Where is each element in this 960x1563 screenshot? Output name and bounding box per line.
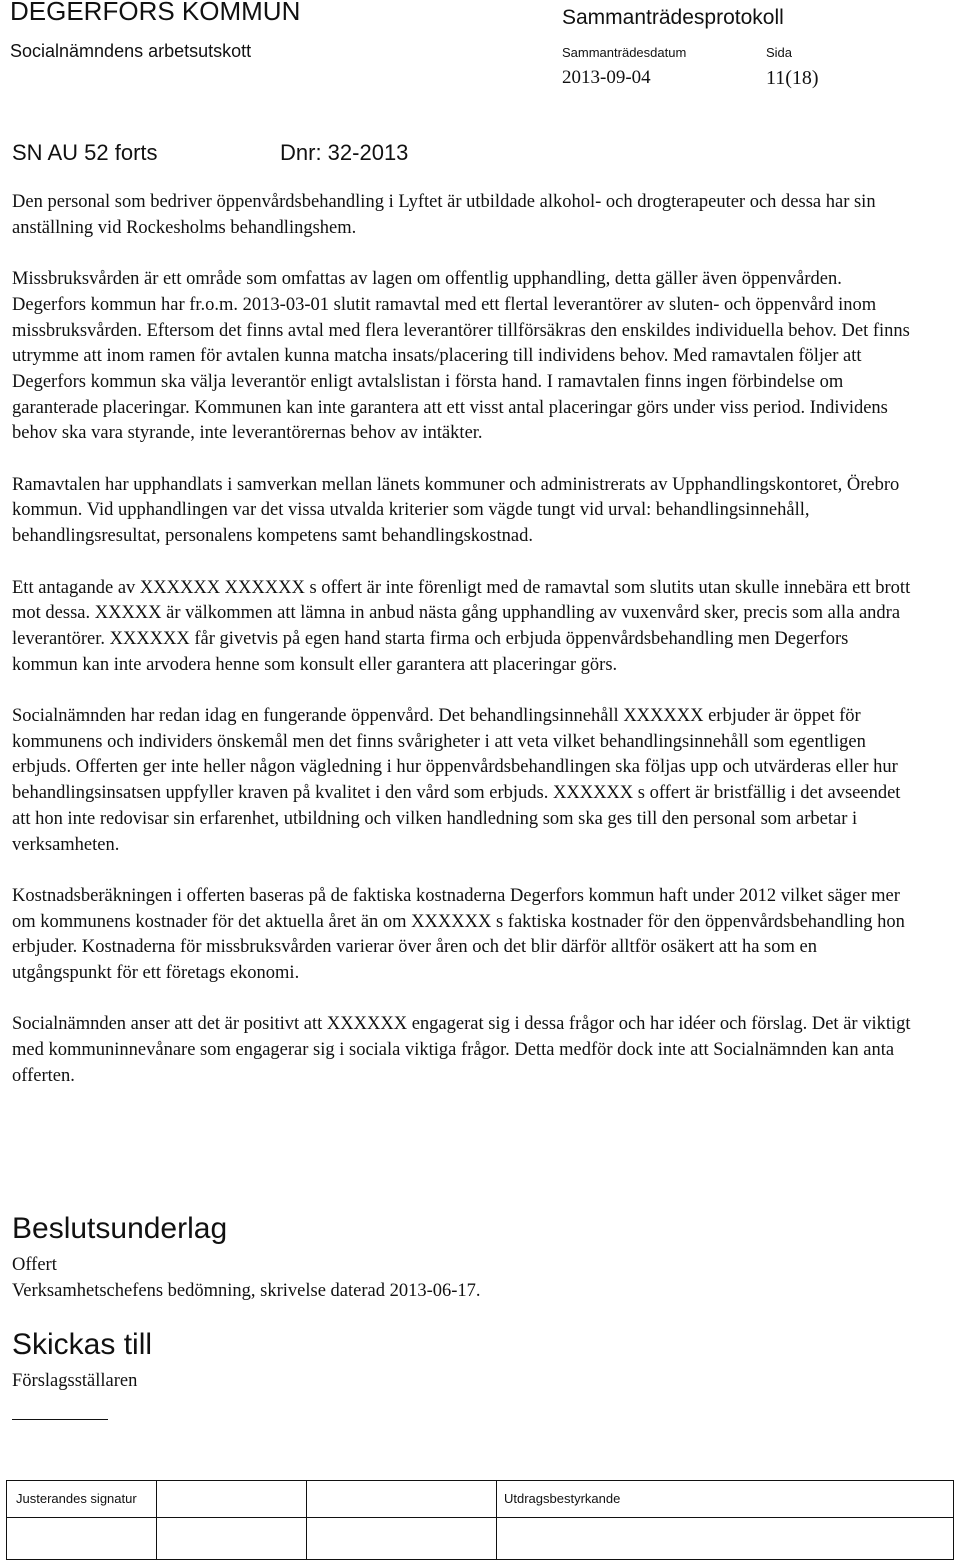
recipient-item: Förslagsställaren xyxy=(12,1371,138,1391)
document-type: Sammanträdesprotokoll xyxy=(562,6,784,29)
meeting-date: 2013-09-04 xyxy=(562,67,651,88)
paragraph: Den personal som bedriver öppenvårdsbehandling i Lyftet är utbildade alkohol- och drogterapeuter och dessa har sin anställning vid Rockesholms behandlingshem. xyxy=(12,192,876,238)
paragraph: Missbruksvården är ett område som omfattas av lagen om offentlig upphandling, detta gäller även öppenvården. Degerfors kommun har fr.o.m. 2013-03-01 slutit ramavtal med ett flertal leverantörer av sluten- och öppenvård inom missbruksvården. Eftersom det finns avtal med flera leverantörer tillförsäkras den enskildes individuella behov. Det finns utrymme att inom ramen för avtalen kunna matcha insats/placering till individens behov. Med ramavtalen följer att Degerfors kommun ska välja leverantör enligt avtalslistan i första hand. I ramavtalen finns ingen förbindelse om garanterade placeringar. Kommunen kan inte garantera att ett visst antal placeringar görs under viss period. Individens behov ska vara styrande, inte leverantörernas behov av intäkter. xyxy=(12,269,910,444)
page-label: Sida xyxy=(766,45,793,60)
justerandes-signatur-label: Justerandes signatur xyxy=(16,1491,137,1506)
paragraph: Ett antagande av XXXXXX XXXXXX s offert är inte förenligt med de ramavtal som slutits utan skulle innebära ett brott mot dessa. XXXXX är välkommen att lämna in anbud nästa gång upphandling av vuxenvård sker, precis som alla andra leverantörer. XXXXXX får givetvis på egen hand starta firma och erbjuda öppenvårdsbehandling men Degerfors kommun kan inte arvodera henne som konsult eller garantera att placeringar görs. xyxy=(12,577,911,675)
section-id: SN AU 52 forts xyxy=(12,140,158,165)
section-heading xyxy=(12,140,409,166)
skickas-till-heading: Skickas till xyxy=(12,1328,153,1361)
signature-cell xyxy=(157,1481,307,1559)
committee-name: Socialnämndens arbetsutskott xyxy=(10,41,252,61)
paragraph: Socialnämnden anser att det är positivt att XXXXXX engagerat sig i dessa frågor och har idéer och förslag. Det är viktigt med kommuninnevånare som engagerar sig i sociala viktiga frågor. Detta medför dock inte att Socialnämnden kan anta offerten. xyxy=(12,1014,911,1086)
table-divider xyxy=(7,1517,953,1518)
utdragsbestyrkande-label: Utdragsbestyrkande xyxy=(504,1491,621,1506)
page-number: 11(18) xyxy=(766,67,819,89)
paragraph: Socialnämnden har redan idag en fungerande öppenvård. Det behandlingsinnehåll XXXXXX erbjuder är öppet för kommunens och individers önskemål men det finns svårigheter i att veta vilket behandlingsinnehåll som egentligen erbjuds. Offerten ger inte heller någon vägledning i hur öppenvårdsbehandlingen ska följas upp och utvärderas eller hur behandlingsinsatsen uppfyller kraven på kvalitet i den vård som erbjuds. XXXXXX s offert är bristfällig i det avseendet att hon inte redovisar sin erfarenhet, utbildning och vilken handledning som ska ges till den personal som arbetar i verksamheten. xyxy=(12,706,901,855)
signature-table xyxy=(6,1480,954,1560)
diary-number: Dnr: 32-2013 xyxy=(280,140,409,165)
signature-cell xyxy=(307,1481,497,1559)
protocol-body xyxy=(12,190,917,1115)
beslutsunderlag-item: Offert xyxy=(12,1255,57,1275)
organization-name: DEGERFORS KOMMUN xyxy=(10,0,301,26)
paragraph: Ramavtalen har upphandlats i samverkan mellan länets kommuner och administrerats av Upphandlingskontoret, Örebro kommun. Vid upphandlingen var det vissa utvalda kriterier som vägde tungt vid urval: behandlingsinnehåll, behandlingsresultat, personalens kompetens samt behandlingskostnad. xyxy=(12,474,900,547)
meeting-date-label: Sammanträdesdatum xyxy=(562,45,687,60)
beslutsunderlag-item: Verksamhetschefens bedömning, skrivelse daterad 2013-06-17. xyxy=(12,1281,481,1301)
paragraph: Kostnadsberäkningen i offerten baseras på de faktiska kostnaderna Degerfors kommun haft under 2012 vilket säger mer om kommunens kostnader för det aktuella året än om XXXXXX s faktiska kostnader för den öppenvårdsbehandling hon erbjuder. Kostnaderna för missbruksvården varierar över åren och det blir därför alltför osäkert att ha som en utgångspunkt för ett företags ekonomi. xyxy=(12,885,905,984)
beslutsunderlag-heading: Beslutsunderlag xyxy=(12,1212,228,1245)
separator-line xyxy=(12,1419,108,1420)
